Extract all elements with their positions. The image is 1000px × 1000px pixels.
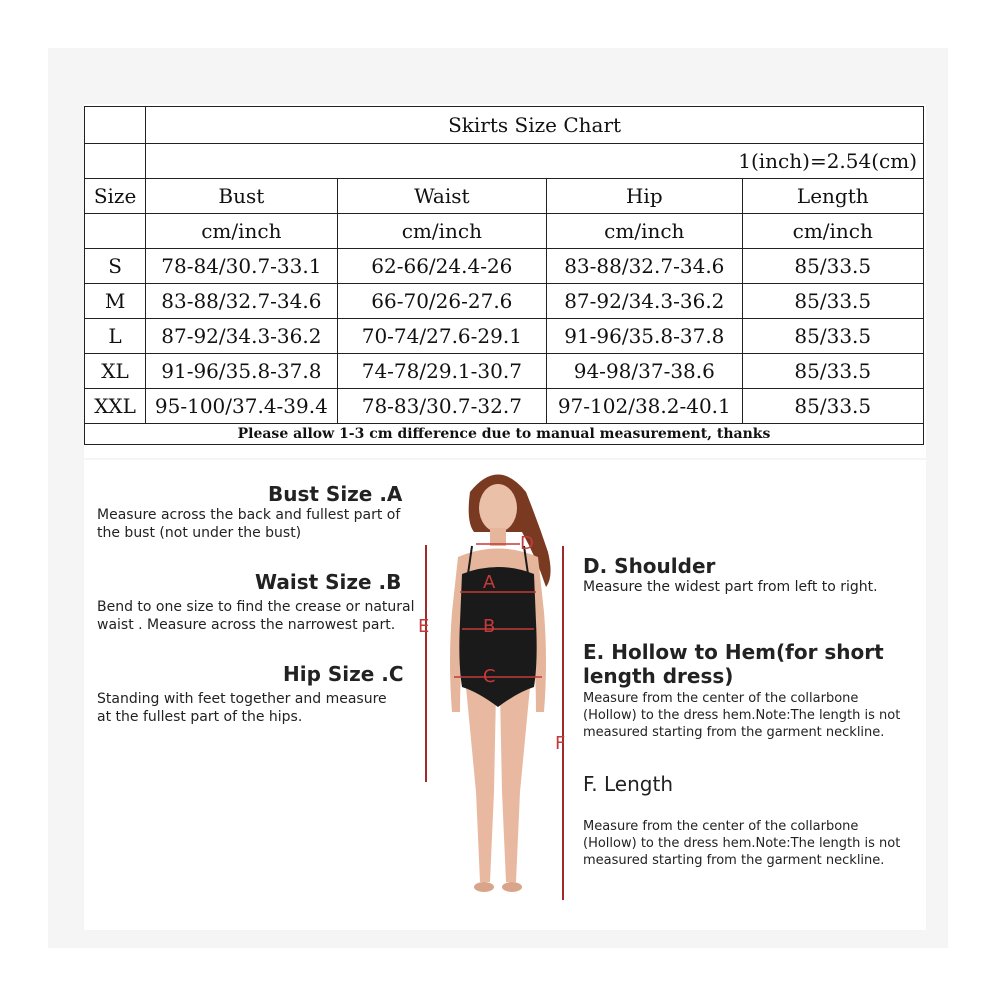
bust-cell: 95-100/37.4-39.4 (146, 389, 337, 424)
header-cell: Size (85, 179, 146, 214)
unit-cell: cm/inch (547, 214, 742, 249)
chart-title: Skirts Size Chart (146, 107, 924, 144)
size-cell: S (85, 249, 146, 284)
header-cell: Bust (146, 179, 337, 214)
size-cell: M (85, 284, 146, 319)
bust-cell: 91-96/35.8-37.8 (146, 354, 337, 389)
size-chart-table (84, 106, 924, 445)
bust-cell: 83-88/32.7-34.6 (146, 284, 337, 319)
waist-cell: 62-66/24.4-26 (337, 249, 546, 284)
bust-cell: 78-84/30.7-33.1 (146, 249, 337, 284)
bust-title: Bust Size .A (268, 482, 403, 506)
table-row (85, 319, 924, 354)
shoulder-title: D. Shoulder (583, 554, 716, 578)
length-cell: 85/33.5 (742, 284, 923, 319)
waist-cell: 74-78/29.1-30.7 (337, 354, 546, 389)
size-cell: XL (85, 354, 146, 389)
marker-f: F (555, 733, 566, 754)
unit-cell (85, 214, 146, 249)
hip-title: Hip Size .C (283, 662, 404, 686)
bust-desc: Measure across the back and fullest part of the bust (not under the bust) (97, 507, 401, 541)
header-cell: Waist (337, 179, 546, 214)
length-desc: Measure from the center of the collarbone (Hollow) to the dress hem.Note:The length is not measured starting from the garment neckline. (583, 819, 901, 868)
table-row (85, 354, 924, 389)
length-cell: 85/33.5 (742, 319, 923, 354)
hip-cell: 97-102/38.2-40.1 (547, 389, 742, 424)
hollow-title: E. Hollow to Hem(for short length dress) (583, 640, 884, 688)
title-row (85, 107, 924, 144)
hip-cell: 87-92/34.3-36.2 (547, 284, 742, 319)
length-cell: 85/33.5 (742, 354, 923, 389)
header-cell: Length (742, 179, 923, 214)
hip-cell: 94-98/37-38.6 (547, 354, 742, 389)
marker-c: C (483, 666, 496, 687)
length-cell: 85/33.5 (742, 249, 923, 284)
note-row (85, 424, 924, 445)
length-cell: 85/33.5 (742, 389, 923, 424)
marker-d: D (520, 533, 534, 554)
conversion-row (85, 144, 924, 179)
marker-e: E (418, 616, 430, 637)
shoulder-desc: Measure the widest part from left to right. (583, 579, 878, 595)
hip-desc: Standing with feet together and measure at the fullest part of the hips. (97, 691, 387, 725)
conversion-note: 1(inch)=2.54(cm) (146, 144, 924, 179)
waist-cell: 66-70/26-27.6 (337, 284, 546, 319)
header-row (85, 179, 924, 214)
empty-cell (85, 107, 146, 144)
unit-cell: cm/inch (146, 214, 337, 249)
empty-cell (85, 144, 146, 179)
waist-title: Waist Size .B (255, 570, 402, 594)
length-title: F. Length (583, 772, 673, 796)
measurement-note: Please allow 1-3 cm difference due to manual measurement, thanks (85, 424, 924, 445)
bust-cell: 87-92/34.3-36.2 (146, 319, 337, 354)
marker-b: B (483, 616, 496, 637)
hip-cell: 83-88/32.7-34.6 (547, 249, 742, 284)
waist-desc: Bend to one size to find the crease or natural waist . Measure across the narrowest part. (97, 599, 415, 633)
hip-cell: 91-96/35.8-37.8 (547, 319, 742, 354)
waist-cell: 70-74/27.6-29.1 (337, 319, 546, 354)
table-row (85, 389, 924, 424)
marker-a: A (483, 572, 496, 593)
units-row (85, 214, 924, 249)
header-cell: Hip (547, 179, 742, 214)
table-row (85, 249, 924, 284)
model-figure (418, 462, 578, 912)
size-cell: L (85, 319, 146, 354)
hollow-desc: Measure from the center of the collarbone (Hollow) to the dress hem.Note:The length is not measured starting from the garment neckline. (583, 691, 901, 740)
table-row (85, 284, 924, 319)
size-cell: XXL (85, 389, 146, 424)
unit-cell: cm/inch (742, 214, 923, 249)
unit-cell: cm/inch (337, 214, 546, 249)
waist-cell: 78-83/30.7-32.7 (337, 389, 546, 424)
